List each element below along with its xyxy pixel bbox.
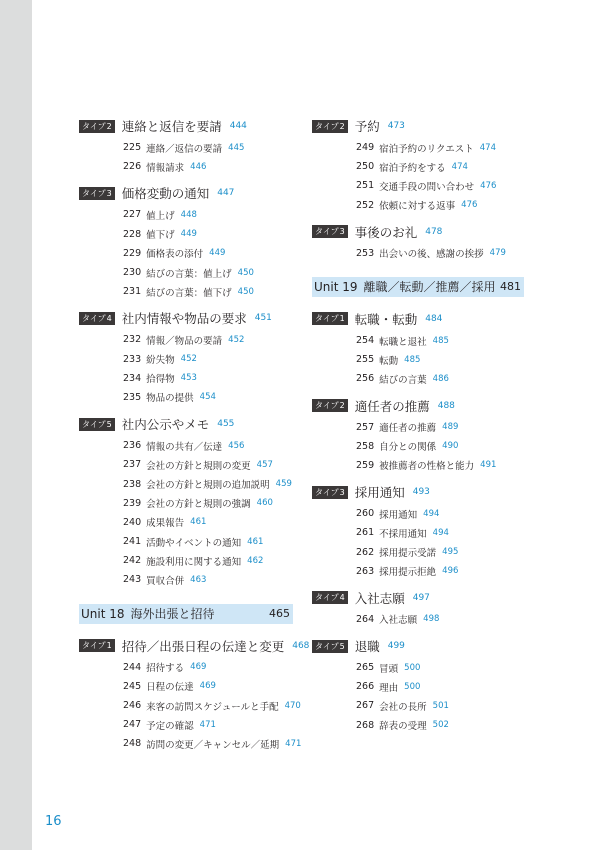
entry-page-number: 495 (442, 547, 459, 558)
toc-entry[interactable] (312, 677, 524, 696)
toc-entry[interactable] (79, 263, 293, 282)
entry-page-number: 490 (442, 441, 459, 452)
toc-entry[interactable] (79, 455, 293, 474)
toc-entry[interactable] (312, 244, 524, 263)
entry-page-number: 449 (180, 229, 197, 240)
entry-number: 256 (356, 373, 375, 385)
toc-entry[interactable] (312, 331, 524, 350)
type-section (312, 309, 524, 389)
entry-page-number: 500 (404, 681, 421, 692)
toc-entry[interactable] (79, 734, 302, 753)
entry-number: 237 (123, 459, 142, 471)
entry-page-number: 463 (190, 574, 207, 585)
entry-number: 246 (123, 700, 142, 712)
type-title: 退職 (354, 639, 380, 654)
toc-entry[interactable] (79, 474, 293, 493)
toc-entry[interactable] (79, 350, 293, 369)
entry-title: 成果報告 (146, 518, 185, 530)
entry-number: 244 (123, 661, 142, 673)
entry-number: 234 (123, 372, 142, 384)
entry-title: 結びの言葉：値下げ (146, 287, 232, 299)
toc-entry[interactable] (79, 436, 293, 455)
type-page-number: 444 (229, 121, 247, 131)
entry-page-number: 498 (423, 614, 440, 625)
type-page-number: 478 (425, 226, 443, 237)
type-tag (312, 486, 348, 499)
entry-number: 261 (356, 527, 375, 539)
entry-page-number: 474 (451, 161, 468, 172)
entry-number: 253 (356, 247, 375, 259)
type-section (312, 396, 524, 476)
type-heading[interactable] (79, 183, 293, 203)
unit-label: Unit 18 (81, 607, 125, 622)
type-title: 適任者の推薦 (354, 398, 430, 414)
toc-entry[interactable] (79, 494, 293, 513)
type-section (79, 414, 293, 590)
entry-number: 235 (123, 391, 142, 403)
entry-number: 257 (356, 421, 375, 433)
entry-title: 情報／物品の要請 (146, 335, 223, 347)
entry-title: 予定の確認 (146, 720, 194, 732)
type-tag-number: 5 (339, 641, 345, 651)
entry-title: 買収合併 (146, 575, 185, 587)
type-tag (312, 120, 348, 133)
type-tag-number: 1 (339, 314, 345, 324)
entry-title: 拾得物 (146, 374, 175, 386)
type-heading[interactable] (79, 116, 293, 136)
type-title: 社内公示やメモ (121, 417, 210, 433)
entry-title: 交通手段の問い合わせ (379, 181, 475, 193)
entry-title: 訪問の変更／キャンセル／延期 (146, 739, 280, 751)
type-tag (79, 120, 115, 133)
toc-entry[interactable] (79, 658, 293, 677)
entry-page-number: 486 (432, 373, 449, 384)
toc-entry[interactable] (312, 716, 524, 735)
type-tag-label: タイプ (82, 188, 106, 198)
entry-number: 254 (356, 335, 375, 347)
entry-title: 冒頭 (379, 663, 399, 675)
type-section (312, 588, 524, 629)
type-tag (79, 187, 115, 200)
entry-number: 230 (123, 267, 142, 279)
entry-title: 施設利用に関する通知 (146, 556, 242, 568)
entry-number: 247 (123, 719, 142, 731)
entry-number: 228 (123, 228, 142, 240)
toc-entry[interactable] (79, 696, 301, 715)
toc-entry[interactable] (312, 456, 524, 475)
entry-number: 255 (356, 354, 375, 366)
entry-page-number: 489 (442, 422, 459, 433)
entry-title: 依頼に対する返事 (379, 201, 456, 213)
entry-page-number: 459 (275, 479, 292, 490)
entry-page-number: 453 (180, 373, 197, 384)
entry-number: 245 (123, 680, 142, 692)
type-tag-number: 3 (339, 487, 345, 497)
entry-title: 情報請求 (146, 162, 185, 174)
type-heading[interactable] (312, 482, 524, 502)
entry-page-number: 469 (199, 681, 216, 692)
type-heading[interactable] (312, 222, 524, 242)
entry-number: 265 (356, 662, 375, 674)
unit-heading[interactable] (79, 604, 293, 624)
type-heading[interactable] (79, 308, 293, 328)
entry-page-number: 501 (432, 700, 449, 711)
entry-title: 宿泊予約のリクエスト (379, 143, 474, 155)
entry-number: 251 (356, 180, 375, 192)
entry-number: 249 (356, 142, 375, 154)
entry-title: 招待する (146, 663, 185, 675)
entry-page-number: 471 (285, 738, 302, 749)
entry-page-number: 491 (480, 460, 497, 471)
entry-page-number: 461 (247, 536, 264, 547)
entry-title: 会社の長所 (379, 701, 427, 713)
type-tag-number: 3 (339, 227, 345, 237)
entry-number: 226 (123, 161, 142, 173)
type-title: 連絡と返信を要請 (121, 119, 222, 134)
type-section (312, 116, 524, 215)
entry-title: 入社志願 (379, 615, 418, 627)
type-tag (312, 640, 348, 653)
entry-page-number: 460 (256, 498, 273, 509)
type-section (312, 482, 524, 581)
toc-entry[interactable] (79, 138, 293, 157)
type-tag-number: 4 (106, 313, 112, 323)
type-title: 予約 (354, 119, 380, 134)
entry-title: 採用提示拒絶 (379, 567, 437, 579)
entry-title: 会社の方針と規則の追加説明 (146, 480, 270, 492)
entry-page-number: 494 (432, 527, 449, 538)
toc-entry[interactable] (79, 205, 293, 224)
entry-page-number: 450 (237, 267, 254, 278)
entry-title: 活動やイベントの通知 (146, 537, 242, 549)
toc-entry[interactable] (312, 157, 524, 176)
entry-title: 被推薦者の性格と能力 (379, 461, 475, 473)
entry-number: 266 (356, 681, 375, 693)
entry-title: 宿泊予約をする (379, 162, 446, 174)
toc-entry[interactable] (312, 350, 524, 369)
entry-page-number: 471 (199, 719, 216, 730)
toc-entry[interactable] (79, 532, 293, 551)
toc-entry[interactable] (312, 610, 524, 629)
type-tag-label: タイプ (82, 641, 106, 651)
type-tag (312, 591, 348, 604)
type-tag (312, 225, 348, 238)
entry-title: 理由 (379, 682, 399, 694)
type-tag-label: タイプ (82, 419, 106, 429)
entry-page-number: 462 (247, 555, 264, 566)
entry-title: 会社の方針と規則の強調 (146, 499, 251, 511)
entry-number: 259 (356, 459, 375, 471)
entry-title: 適任者の推薦 (379, 423, 437, 435)
type-page-number: 497 (412, 592, 430, 603)
entry-page-number: 485 (404, 354, 421, 365)
entry-title: 不採用通知 (379, 528, 427, 540)
type-tag-label: タイプ (315, 227, 339, 237)
toc-entry[interactable] (79, 715, 293, 734)
type-heading[interactable] (312, 396, 524, 416)
entry-page-number: 449 (209, 248, 226, 259)
toc-right-column (312, 116, 524, 742)
type-title: 入社志願 (354, 590, 405, 606)
toc-entry[interactable] (312, 658, 524, 677)
type-tag-number: 3 (106, 188, 112, 198)
toc-entry[interactable] (79, 551, 293, 570)
type-heading[interactable] (312, 116, 524, 136)
type-tag-label: タイプ (315, 593, 339, 603)
toc-entry[interactable] (79, 513, 293, 532)
unit-heading-text (314, 278, 496, 295)
entry-title: 情報の共有／伝達 (146, 441, 223, 453)
type-title: 招待／出張日程の伝達と変更 (121, 638, 285, 654)
toc-entry[interactable] (79, 677, 293, 696)
entry-title: 結びの言葉 (379, 374, 427, 386)
type-heading[interactable] (79, 414, 293, 434)
entry-page-number: 452 (228, 334, 245, 345)
entry-page-number: 500 (404, 662, 421, 673)
entry-page-number: 454 (199, 392, 216, 403)
type-page-number: 468 (292, 640, 310, 651)
entry-title: 採用提示受諾 (379, 548, 437, 560)
toc-entry[interactable] (79, 570, 293, 589)
toc-entry[interactable] (312, 523, 524, 542)
toc-left-column (79, 116, 310, 761)
entry-title: 辞表の受理 (379, 721, 427, 733)
entry-title: 値下げ (146, 230, 175, 242)
entry-page-number: 469 (190, 662, 207, 673)
entry-number: 227 (123, 209, 142, 221)
toc-entry[interactable] (79, 244, 293, 263)
entry-title: 採用通知 (379, 509, 418, 521)
entry-number: 252 (356, 199, 375, 211)
type-tag-number: 2 (339, 121, 345, 131)
type-tag-label: タイプ (315, 121, 339, 131)
toc-entry[interactable] (79, 225, 293, 244)
type-tag-number: 4 (339, 593, 345, 603)
type-title: 転職・転動 (354, 311, 418, 327)
entry-title: 来客の訪問スケジュールと手配 (146, 701, 279, 713)
type-tag-label: タイプ (315, 641, 339, 651)
entry-page-number: 446 (190, 161, 207, 172)
type-heading[interactable] (79, 636, 310, 656)
toc-entry[interactable] (312, 369, 524, 388)
type-tag (312, 399, 348, 412)
type-title: 社内情報や物品の要求 (121, 311, 247, 327)
type-page-number: 447 (217, 188, 235, 199)
type-tag (79, 639, 115, 652)
toc-entry[interactable] (79, 388, 293, 407)
unit-title: 離職／転動／推薦／採用 (363, 280, 496, 295)
entry-page-number: 494 (423, 508, 440, 519)
type-page-number: 499 (387, 641, 405, 651)
type-heading[interactable] (312, 588, 524, 608)
type-heading[interactable] (312, 636, 524, 656)
entry-title: 値上げ (146, 210, 175, 222)
unit-heading[interactable] (312, 277, 524, 297)
type-tag-number: 2 (339, 401, 345, 410)
entry-number: 250 (356, 161, 375, 173)
entry-number: 225 (123, 142, 142, 154)
unit-title: 海外出張と招待 (130, 607, 215, 622)
entry-number: 263 (356, 565, 375, 577)
entry-page-number: 502 (432, 720, 449, 731)
entry-page-number: 485 (432, 335, 449, 346)
type-section (312, 636, 524, 735)
entry-number: 236 (123, 440, 142, 452)
toc-entry[interactable] (312, 542, 524, 561)
type-tag (79, 312, 115, 325)
entry-page-number: 479 (489, 248, 506, 259)
entry-title: 物品の提供 (146, 393, 194, 405)
toc-entry[interactable] (312, 504, 524, 523)
type-page-number: 484 (425, 313, 443, 324)
type-page-number: 451 (254, 313, 272, 324)
entry-number: 258 (356, 440, 375, 452)
entry-title: 紛失物 (146, 355, 175, 367)
entry-number: 231 (123, 286, 142, 298)
type-title: 価格変動の通知 (121, 186, 210, 202)
unit-heading-text (81, 605, 215, 622)
entry-number: 264 (356, 613, 375, 625)
entry-title: 転動 (379, 355, 399, 367)
toc-entry[interactable] (312, 696, 524, 715)
entry-title: 会社の方針と規則の変更 (146, 460, 251, 472)
type-page-number: 455 (217, 419, 235, 430)
entry-page-number: 456 (228, 440, 245, 451)
entry-page-number: 448 (180, 209, 197, 220)
entry-page-number: 461 (190, 517, 207, 528)
toc-entry[interactable] (312, 138, 524, 157)
entry-number: 242 (123, 555, 142, 567)
toc-entry[interactable] (312, 418, 524, 437)
entry-page-number: 445 (228, 142, 245, 153)
toc-entry[interactable] (79, 157, 293, 176)
entry-page-number: 452 (180, 354, 197, 365)
type-tag-label: タイプ (82, 313, 106, 323)
entry-page-number: 496 (442, 566, 459, 577)
type-title: 採用通知 (354, 485, 405, 501)
page-number: 16 (45, 814, 62, 829)
type-tag-label: タイプ (315, 401, 339, 410)
entry-title: 結びの言葉：値上げ (146, 268, 232, 280)
entry-title: 自分との関係 (379, 442, 437, 454)
type-tag-label: タイプ (82, 121, 106, 131)
toc-entry[interactable] (312, 176, 524, 195)
toc-entry[interactable] (312, 562, 524, 581)
entry-number: 260 (356, 508, 375, 520)
type-tag-number: 2 (106, 121, 112, 131)
entry-number: 248 (123, 738, 142, 750)
toc-entry[interactable] (312, 196, 524, 215)
type-section (79, 636, 310, 754)
entry-number: 233 (123, 353, 142, 365)
entry-page-number: 457 (256, 459, 273, 470)
entry-number: 262 (356, 546, 375, 558)
entry-number: 239 (123, 497, 142, 509)
entry-page-number: 476 (461, 200, 478, 211)
unit-label: Unit 19 (314, 280, 358, 295)
unit-page-number: 481 (500, 280, 521, 294)
entry-title: 出会いの後、感謝の挨拶 (379, 249, 484, 261)
side-margin-strip (0, 0, 32, 850)
entry-page-number: 450 (237, 286, 254, 297)
type-tag (312, 312, 348, 325)
type-page-number: 493 (412, 487, 430, 498)
type-tag-label: タイプ (315, 314, 339, 324)
toc-entry[interactable] (79, 330, 293, 349)
type-title: 事後のお礼 (354, 224, 418, 240)
entry-page-number: 474 (479, 142, 496, 153)
entry-title: 日程の伝達 (146, 682, 194, 694)
entry-page-number: 470 (284, 700, 301, 711)
entry-title: 連絡／返信の要請 (146, 143, 223, 155)
type-page-number: 473 (387, 121, 405, 131)
entry-number: 229 (123, 247, 142, 259)
entry-number: 241 (123, 536, 142, 548)
toc-entry[interactable] (79, 282, 293, 301)
type-tag (79, 418, 115, 431)
type-section (79, 116, 293, 176)
entry-number: 268 (356, 719, 375, 731)
type-heading[interactable] (312, 309, 524, 329)
entry-number: 232 (123, 334, 142, 346)
toc-entry[interactable] (79, 369, 293, 388)
entry-page-number: 476 (480, 180, 497, 191)
type-tag-number: 1 (106, 641, 112, 651)
entry-number: 240 (123, 516, 142, 528)
type-section (312, 222, 524, 263)
entry-number: 238 (123, 478, 142, 490)
type-tag-number: 5 (106, 419, 112, 429)
type-section (79, 308, 293, 407)
type-page-number: 488 (437, 400, 455, 411)
unit-page-number: 465 (269, 607, 290, 621)
type-section (79, 183, 293, 301)
toc-entry[interactable] (312, 437, 524, 456)
entry-number: 243 (123, 574, 142, 586)
entry-title: 価格表の添付 (146, 249, 204, 261)
type-tag-label: タイプ (315, 487, 339, 497)
entry-number: 267 (356, 700, 375, 712)
entry-title: 転職と退社 (379, 336, 427, 348)
